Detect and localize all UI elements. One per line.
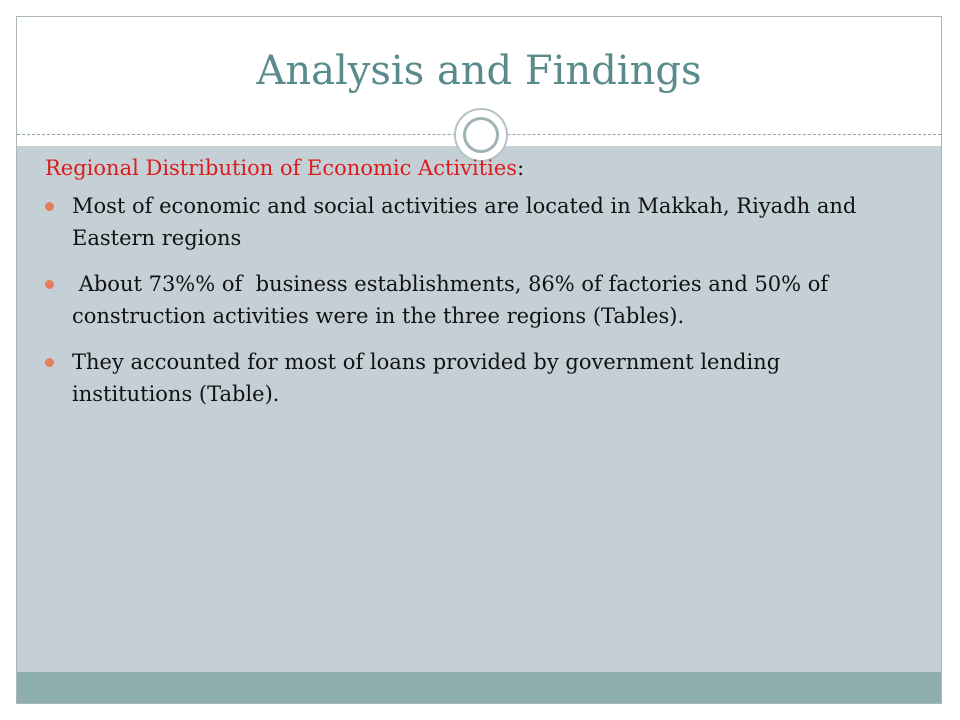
bullet-icon — [45, 358, 54, 367]
bullet-text: They accounted for most of loans provided by government lending institutions (Table). — [72, 350, 781, 406]
footer-bar — [17, 672, 941, 704]
subheading-text: Regional Distribution of Economic Activities — [45, 156, 518, 180]
bullet-icon — [45, 280, 54, 289]
bullet-item — [45, 190, 895, 254]
subheading-colon: : — [517, 156, 525, 180]
slide-body — [45, 152, 895, 424]
bullet-icon — [45, 202, 54, 211]
bullet-item — [45, 268, 895, 332]
section-subheading — [45, 152, 895, 184]
inner-ring — [463, 117, 499, 153]
bullet-text: Most of economic and social activities are located in Makkah, Riyadh and Eastern regions — [72, 194, 857, 250]
bullet-text: About 73%% of business establishments, 86% of factories and 50% of construction activities were in the three regions (Tables). — [72, 272, 835, 328]
slide-title: Analysis and Findings — [256, 48, 702, 94]
bullet-item — [45, 346, 895, 410]
